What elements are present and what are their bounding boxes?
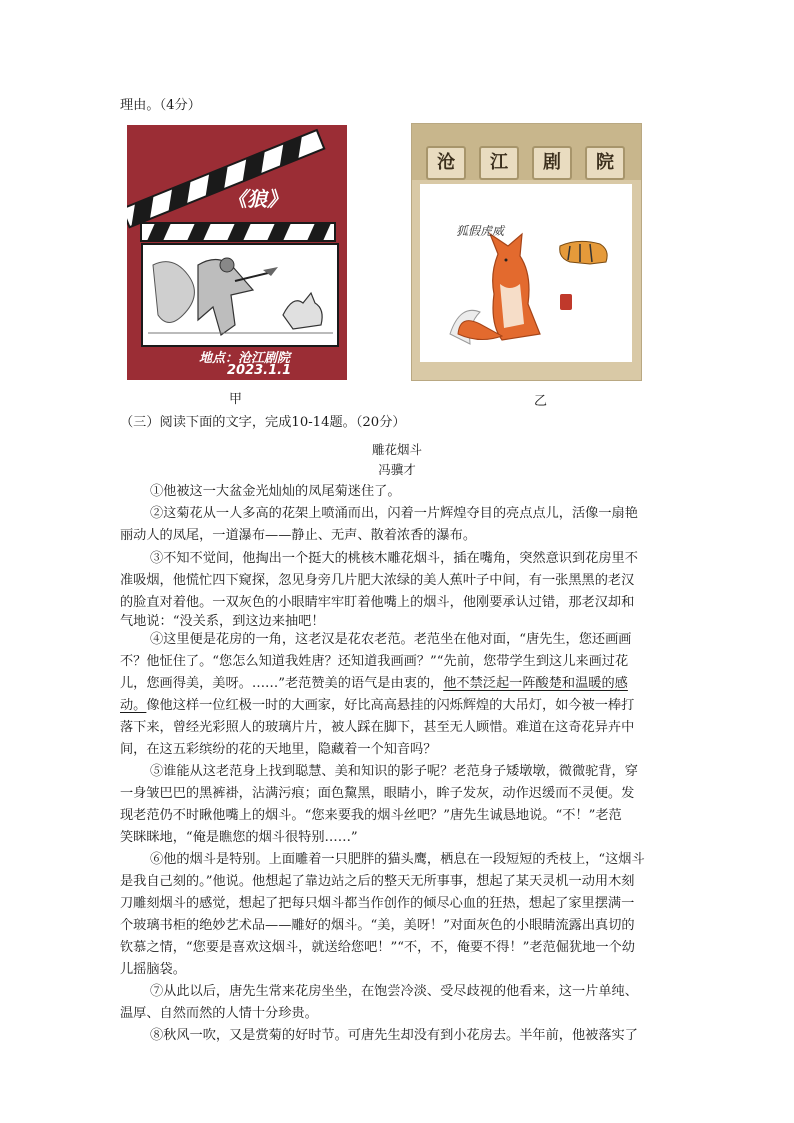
painting-caption: 狐假虎威 [456, 224, 505, 238]
poster-date: 2023.1.1 [227, 363, 292, 378]
caption-b: 乙 [534, 394, 548, 409]
paragraph-6-line: 钦慕之情，“您要是喜欢这烟斗，就送给您吧！”“不，不，俺要不得！”老范倔犹地一个幼 [120, 940, 635, 955]
paragraph-5-line: 一身皱巴巴的黑裤褂，沾满污痕；面色黧黑，眼睛小，眸子发灰，动作迟缓而不灵便。发 [120, 786, 635, 801]
paragraph-6-line: 儿摇脑袋。 [120, 962, 186, 977]
theater-char-4: 院 [585, 146, 625, 180]
paragraph-5-line: 现老范仍不时瞅他嘴上的烟斗。“您来要我的烟斗丝吧？”唐先生诚恳地说。“不！”老范 [120, 808, 622, 823]
wolf-poster-image [127, 125, 347, 380]
theater-char-2: 江 [479, 146, 519, 180]
underlined-phrase: 动。 [120, 698, 147, 713]
paragraph-3-line: 的脸直对着他。一双灰色的小眼睛牢牢盯着他嘴上的烟斗，他刚要承认过错，那老汉却和 [120, 595, 635, 610]
caption-a: 甲 [229, 392, 243, 407]
paragraph-4-line [120, 696, 634, 716]
seal-stamp [560, 294, 572, 310]
poster-title: 《狼》 [227, 187, 287, 211]
paragraph-5-line: 笑眯眯地，“俺是瞧您的烟斗很特别……” [120, 830, 358, 845]
fox-painting-image [411, 123, 642, 381]
illustration-panel [141, 243, 339, 347]
underlined-phrase: 他不禁泛起一阵酸楚和温暖的感 [443, 676, 628, 691]
paragraph-4-line [120, 674, 628, 694]
paragraph-1-line: ①他被这一大盆金光灿灿的凤尾菊迷住了。 [150, 484, 401, 499]
butcher-wolf-illustration [143, 245, 337, 345]
paragraph-3-line: 气地说：“没关系，到这边来抽吧！ [120, 614, 325, 629]
paragraph-7-line: 温厚、自然而然的人情十分珍贵。 [120, 1006, 318, 1021]
paragraph-6-line: ⑥他的烟斗是特别。上面雕着一只肥胖的猫头鹰，栖息在一段短短的秃枝上，“这烟斗 [150, 852, 645, 867]
intro-line: 理由。（4分） [120, 98, 201, 113]
poster-location: 地点：沧江剧院 [199, 351, 291, 366]
paragraph-3-line: ③不知不觉间，他掏出一个挺大的桃核木雕花烟斗，插在嘴角，突然意识到花房里不 [150, 551, 638, 566]
paragraph-4-text: 像他这样一位红极一时的大画家，好比高高悬挂的闪烁辉煌的大吊灯，如今被一棒打 [146, 698, 635, 713]
paragraph-2-line: 丽动人的凤尾，一道瀑布——静止、无声、散着浓香的瀑布。 [120, 528, 477, 543]
paragraph-5-line: ⑤谁能从这老范身上找到聪慧、美和知识的影子呢？老范身子矮墩墩，微微驼背，穿 [150, 764, 638, 779]
paragraph-4-text: 儿，您画得美，美呀。……”老范赞美的语气是由衷的， [120, 676, 444, 691]
paragraph-2-line: ②这菊花从一人多高的花架上喷涌而出，闪着一片辉煌夺目的亮点点儿，活像一扇艳 [150, 506, 638, 521]
paragraph-8-line: ⑧秋风一吹，又是赏菊的好时节。可唐先生却没有到小花房去。半年前，他被落实了 [150, 1028, 638, 1043]
paragraph-6-line: 是我自己刻的。”他说。他想起了靠边站之后的整天无所事事，想起了某天灵机一动用木刻 [120, 874, 635, 889]
paragraph-4-line: 不？他怔住了。“您怎么知道我姓唐？还知道我画画？”“先前，您带学生到这儿来画过花 [120, 654, 629, 669]
paragraph-3-line: 准吸烟，他慌忙四下窥探，忽见身旁几片肥大浓绿的美人蕉叶子中间，有一张黑黑的老汉 [120, 573, 635, 588]
article-author: 冯骥才 [378, 462, 416, 477]
article-title: 雕花烟斗 [371, 442, 422, 457]
theater-char-3: 剧 [532, 146, 572, 180]
paragraph-4-line: 间，在这五彩缤纷的花的天地里，隐藏着一个知音吗？ [120, 742, 437, 757]
fox-tiger-painting [420, 184, 632, 362]
paragraph-6-line: 个玻璃书柜的绝妙艺术品——雕好的烟斗。“美，美呀！”对面灰色的小眼睛流露出真切的 [120, 918, 635, 933]
theater-char-1: 沧 [426, 146, 466, 180]
paragraph-6-line: 刀雕刻烟斗的感觉，想起了把每只烟斗都当作创作的倾尽心血的狂热，想起了家里摆满一 [120, 896, 635, 911]
section-heading: （三）阅读下面的文字，完成10-14题。（20分） [120, 415, 406, 430]
painting-panel [420, 184, 632, 362]
paragraph-4-line: 落下来，曾经光彩照人的玻璃片片，被人踩在脚下，甚至无人顾惜。难道在这奇花异卉中 [120, 720, 635, 735]
paragraph-4-line: ④这里便是花房的一角，这老汉是花农老范。老范坐在他对面，“唐先生，您还画画 [150, 632, 632, 647]
paragraph-7-line: ⑦从此以后，唐先生常来花房坐坐，在饱尝冷淡、受尽歧视的他看来，这一片单纯、 [150, 984, 638, 999]
